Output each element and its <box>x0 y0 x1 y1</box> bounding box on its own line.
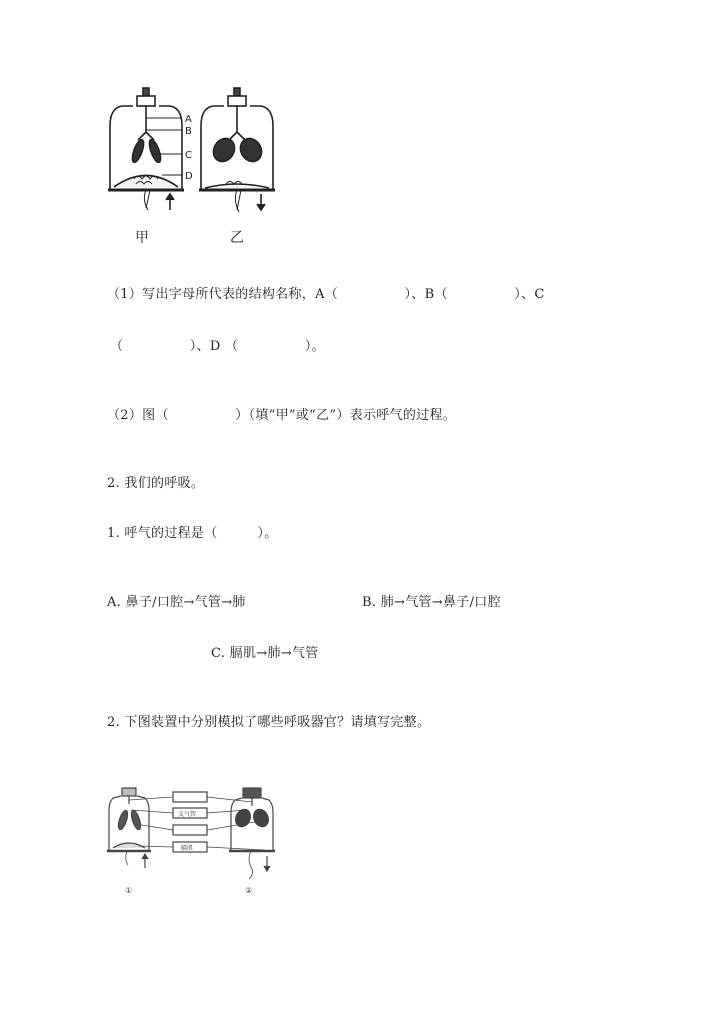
q1-part1-line2: （ ）、D （ ）。 <box>110 339 325 354</box>
mark-left: ① <box>125 886 133 895</box>
label-diaphragm: 膈肌 <box>181 845 194 852</box>
label-a: A <box>185 114 192 125</box>
q1-part1-line1: （1）写出字母所代表的结构名称，A（ ）、B（ ）、C <box>107 287 545 302</box>
option-a: A. 鼻子/口腔→气管→肺 <box>107 595 246 610</box>
caption-jia: 甲 <box>135 230 150 246</box>
section2-title: 2. 我们的呼吸。 <box>107 476 205 491</box>
option-c: C. 膈肌→肺→气管 <box>211 646 319 661</box>
q2-2-stem: 2. 下图装置中分别模拟了哪些呼吸器官？请填写完整。 <box>107 715 431 730</box>
q1-part2: （2）图（ ）（填“甲”或“乙”）表示呼气的过程。 <box>107 408 457 423</box>
bell-jar-left <box>108 88 184 210</box>
label-c: C <box>185 150 192 161</box>
option-b: B. 肺→气管→鼻子/口腔 <box>362 595 501 610</box>
label-d: D <box>185 171 193 182</box>
caption-yi: 乙 <box>230 230 245 246</box>
bell-jar-figure <box>100 84 300 254</box>
label-b: B <box>185 126 192 137</box>
mark-right: ② <box>245 886 253 895</box>
q2-1-stem: 1. 呼气的过程是（ ）。 <box>107 526 278 541</box>
respiratory-model-figure <box>105 780 280 910</box>
bell-jar-right <box>199 88 275 212</box>
label-trachea: 支气管 <box>178 811 197 818</box>
